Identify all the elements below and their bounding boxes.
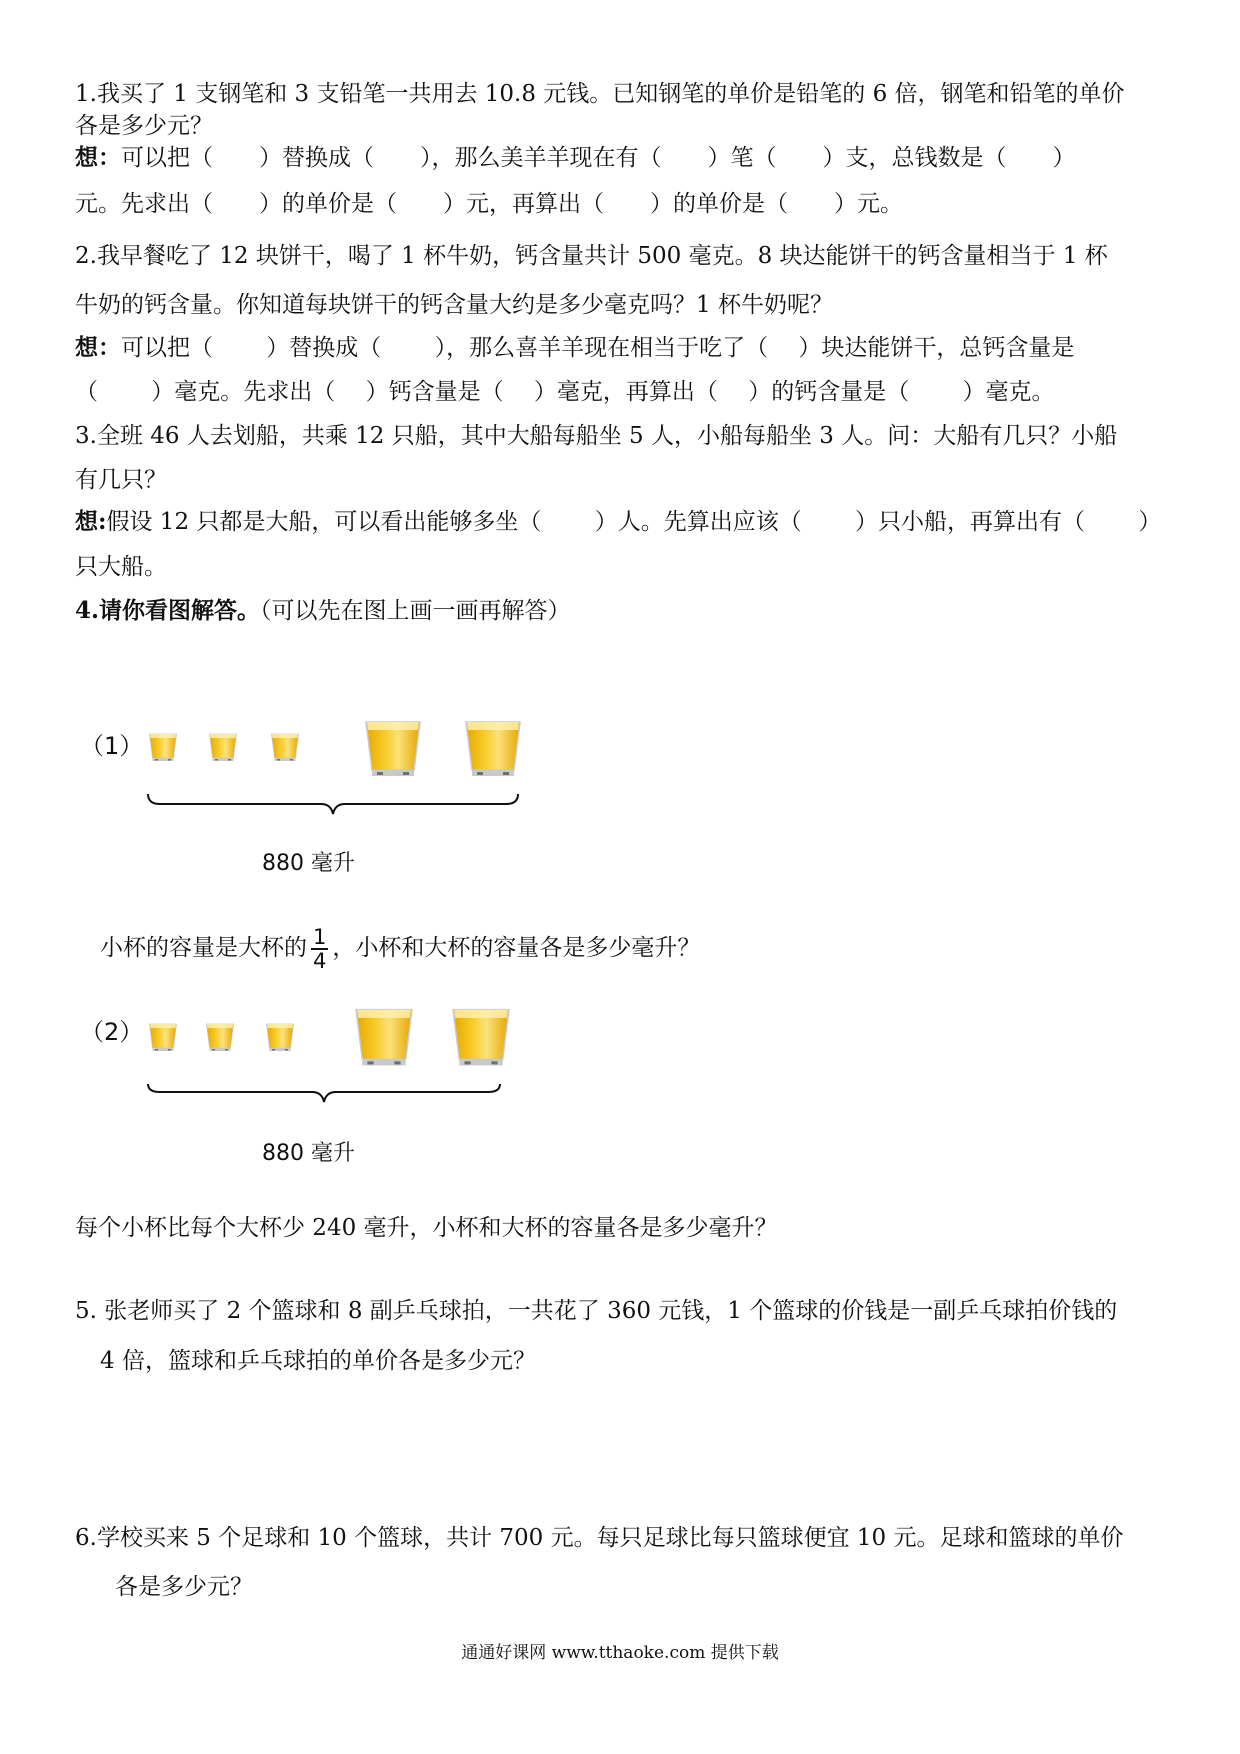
q5-text-line2: 4 倍，篮球和乒乓球拍的单价各是多少元？ (100, 1348, 536, 1374)
q1-text-line1: 1.我买了 1 支钢笔和 3 支铅笔一共用去 10.8 元钱。已知钢笔的单价是铅笔的 6 倍，钢笔和铅笔的单价 (75, 81, 1125, 107)
fraction-numerator: 1 (313, 925, 327, 949)
q4-part1-total: 880 毫升 (262, 851, 355, 876)
small-cup-icon (148, 730, 178, 764)
q4-part2-total: 880 毫升 (262, 1141, 355, 1166)
q1-hint-line2: 元。先求出（ ）的单价是（ ）元，再算出（ ）的单价是（ ）元。 (75, 191, 903, 217)
fraction-denominator: 4 (313, 949, 327, 973)
q4-part1-question-after: ，小杯和大杯的容量各是多少毫升？ (332, 935, 701, 961)
q5-text-line1: 5. 张老师买了 2 个篮球和 8 副乒乓球拍，一共花了 360 元钱，1 个篮球的价钱是一副乒乓球拍价钱的 (75, 1298, 1118, 1324)
small-cup-icon (205, 1020, 235, 1054)
q4-part2-label: （2） (80, 1018, 144, 1046)
q1-hint-line1 (75, 142, 1076, 174)
q3-text-line1: 3.全班 46 人去划船，共乘 12 只船，其中大船每船坐 5 人，小船每船坐 3 人。问：大船有几只？小船 (75, 423, 1118, 449)
q4-part2-question: 每个小杯比每个大杯少 240 毫升，小杯和大杯的容量各是多少毫升？ (75, 1215, 778, 1241)
q3-hint-line1 (75, 506, 1161, 538)
q1-text-line2: 各是多少元？ (75, 113, 213, 139)
q3-text-line2: 有几只？ (75, 467, 167, 493)
small-cup-icon (148, 1020, 178, 1054)
q1-hint-text1: 可以把（ ）替换成（ ），那么美羊羊现在有（ ）笔（ ）支，总钱数是（ ） (121, 145, 1076, 171)
total-brace (146, 1082, 502, 1108)
q2-hint-label: 想： (75, 334, 121, 361)
small-cup-icon (265, 1020, 295, 1054)
small-cup-icon (208, 730, 238, 764)
q4-title-note: （可以先在图上画一画再解答） (260, 598, 571, 624)
q1-hint-label: 想： (75, 144, 121, 171)
q6-text-line1: 6.学校买来 5 个足球和 10 个篮球，共计 700 元。每只足球比每只篮球便宜 10 元。足球和篮球的单价 (75, 1525, 1124, 1551)
q2-hint-text1: 可以把（ ）替换成（ ），那么喜羊羊现在相当于吃了（ ）块达能饼干，总钙含量是 (121, 335, 1075, 361)
q4-part1-label: （1） (80, 732, 144, 760)
q6-text-line2: 各是多少元？ (115, 1574, 253, 1600)
q4-title-line (75, 595, 571, 627)
q2-hint-line1 (75, 332, 1074, 364)
one-quarter-fraction (311, 926, 328, 972)
q2-text-line1: 2.我早餐吃了 12 块饼干，喝了 1 杯牛奶，钙含量共计 500 毫克。8 块达能饼干的钙含量相当于 1 杯 (75, 243, 1108, 269)
q4-part1-question (100, 918, 700, 978)
q4-part1-question-before: 小杯的容量是大杯的 (100, 935, 307, 961)
total-brace (146, 792, 520, 818)
q2-text-line2: 牛奶的钙含量。你知道每块饼干的钙含量大约是多少毫克吗？1 杯牛奶呢？ (75, 292, 833, 318)
q3-hint-line2: 只大船。 (75, 554, 167, 580)
q2-hint-line2: （ ）毫克。先求出（ ）钙含量是（ ）毫克，再算出（ ）的钙含量是（ ）毫克。 (75, 379, 1055, 405)
large-cup-icon (353, 1005, 415, 1068)
q3-hint-text1: 假设 12 只都是大船，可以看出能够多坐（ ）人。先算出应该（ ）只小船，再算出有（ ） (106, 509, 1162, 535)
large-cup-icon (363, 718, 423, 778)
large-cup-icon (462, 718, 524, 778)
small-cup-icon (270, 730, 300, 764)
q4-title: 4.请你看图解答。 (75, 597, 261, 624)
large-cup-icon (450, 1005, 512, 1068)
q3-hint-label: 想: (75, 508, 107, 535)
page-footer: 通通好课网 www.tthaoke.com 提供下载 (461, 1643, 779, 1663)
